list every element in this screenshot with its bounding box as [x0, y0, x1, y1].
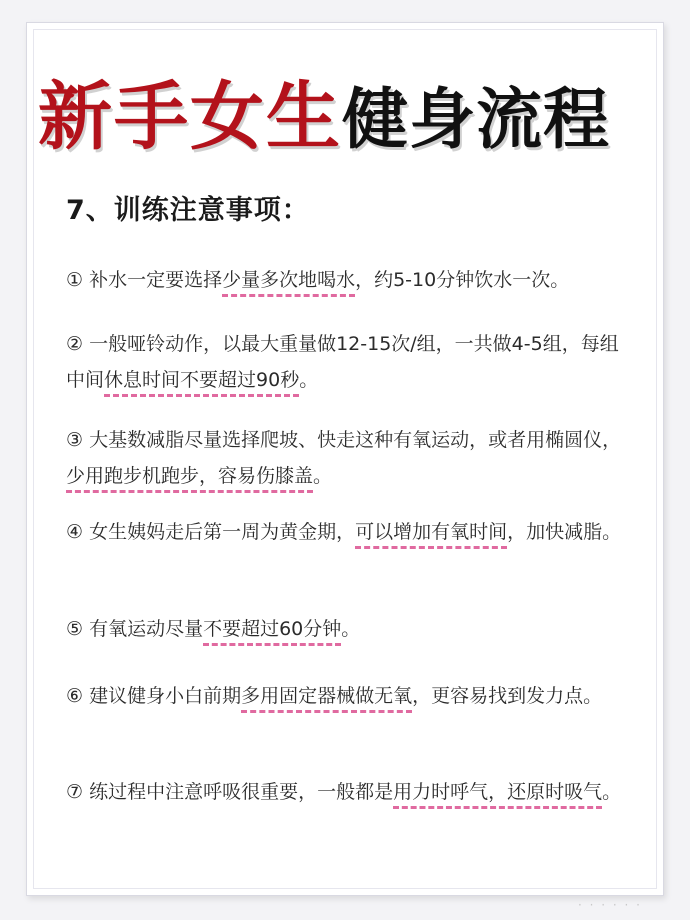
- tip-text: 。: [313, 465, 333, 487]
- tip-text: ，加快减脂。: [507, 521, 622, 543]
- tip-item-3: [66, 422, 632, 494]
- title-black-part: 健身流程: [342, 81, 610, 158]
- tip-highlight: 可以增加有氧时间: [355, 521, 508, 543]
- tip-text: 。: [299, 369, 319, 391]
- tip-item-2: [66, 326, 632, 398]
- tip-text: ② 一般哑铃动作，以最大重量做12-15次/组，一共做4-5组，每组中间: [66, 333, 619, 391]
- watermark: · · · · · ·: [578, 898, 642, 912]
- tip-text: ⑥ 建议健身小白前期: [66, 685, 242, 707]
- tip-highlight: 不要超过60分钟: [203, 618, 342, 640]
- tip-item-1: [66, 262, 632, 298]
- tip-text: ③ 大基数减脂尽量选择爬坡、快走这种有氧运动，或者用椭圆仪，: [66, 429, 622, 451]
- tip-item-4: [66, 514, 632, 550]
- title-red-part: 新手女生: [38, 74, 342, 160]
- section-heading: 7、训练注意事项：: [66, 195, 310, 226]
- tip-text: ⑦ 练过程中注意呼吸很重要，一般都是: [66, 781, 394, 803]
- tip-highlight: 少用跑步机跑步，容易伤膝盖: [66, 465, 314, 487]
- tip-highlight: 用力时呼气，还原时吸气: [393, 781, 603, 803]
- tip-item-5: [66, 611, 632, 647]
- page-title: [38, 62, 654, 172]
- tip-highlight: 休息时间不要超过90秒: [104, 369, 300, 391]
- tip-text: ⑤ 有氧运动尽量: [66, 618, 204, 640]
- tip-text: 。: [602, 781, 622, 803]
- tip-text: ，约5-10分钟饮水一次。: [355, 269, 570, 291]
- tip-item-6: [66, 678, 632, 714]
- tip-text: ，更容易找到发力点。: [412, 685, 603, 707]
- tip-text: ① 补水一定要选择: [66, 269, 223, 291]
- tip-highlight: 多用固定器械做无氧: [241, 685, 413, 707]
- tip-item-7: [66, 774, 632, 810]
- tip-text: ④ 女生姨妈走后第一周为黄金期，: [66, 521, 356, 543]
- tip-text: 。: [341, 618, 361, 640]
- tip-highlight: 少量多次地喝水: [222, 269, 356, 291]
